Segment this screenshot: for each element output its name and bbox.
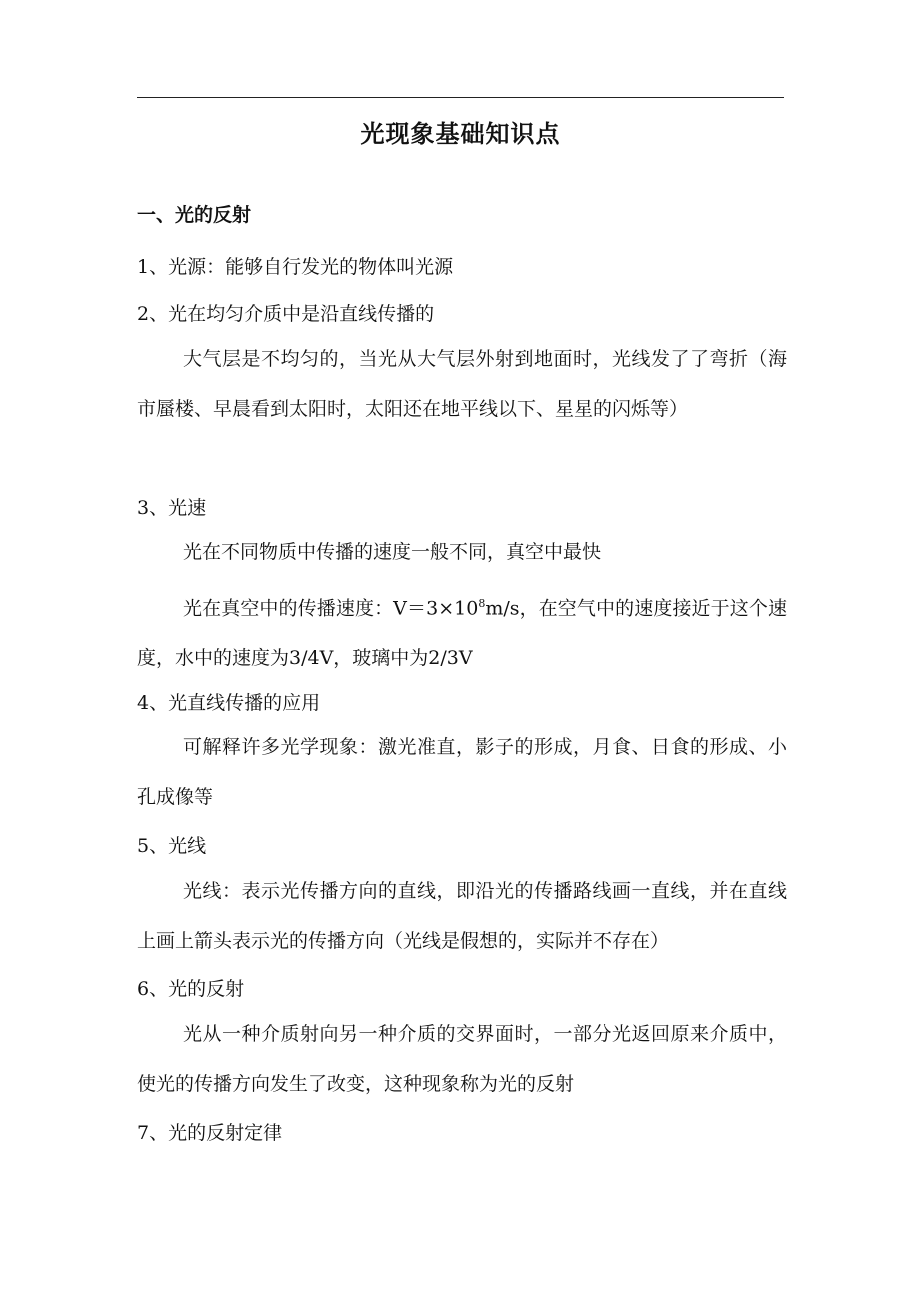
item-4: 4、光直线传播的应用 <box>137 692 321 714</box>
item-4-text: 可解释许多光学现象：激光准直，影子的形成，月食、日食的形成、小孔成像等 <box>137 736 787 808</box>
page-title: 光现象基础知识点 <box>360 120 561 148</box>
item-6-text: 光从一种介质射向另一种介质的交界面时，一部分光返回原来介质中，使光的传播方向发生了改变，这种现象称为光的反射 <box>137 1023 787 1095</box>
item-2-text: 大气层是不均匀的，当光从大气层外射到地面时，光线发了了弯折（海市蜃楼、早晨看到太阳时，太阳还在地平线以下、星星的闪烁等） <box>137 348 787 420</box>
item-6: 6、光的反射 <box>137 978 245 1000</box>
speed-text-a: 光在真空中的传播速度：V＝3×10 <box>183 597 479 620</box>
item-2: 2、光在均匀介质中是沿直线传播的 <box>137 303 435 325</box>
item-5-text: 光线：表示光传播方向的直线，即沿光的传播路线画一直线，并在直线上画上箭头表示光的传播方向（光线是假想的，实际并不存在） <box>137 880 787 952</box>
speed-exponent: 8 <box>478 597 486 610</box>
speed-text-b: m/s，在空气中的速度接近于这个速度，水中的速度为3/4V，玻璃中为2/3V <box>137 597 787 670</box>
item-5: 5、光线 <box>137 835 207 857</box>
item-3-text-2 <box>137 579 787 683</box>
item-3-text-1: 光在不同物质中传播的速度一般不同，真空中最快 <box>183 541 602 563</box>
item-3: 3、光速 <box>137 497 207 519</box>
section-heading: 一、光的反射 <box>137 204 252 226</box>
header-rule <box>137 97 784 98</box>
item-7: 7、光的反射定律 <box>137 1122 283 1144</box>
item-1: 1、光源：能够自行发光的物体叫光源 <box>137 256 454 278</box>
